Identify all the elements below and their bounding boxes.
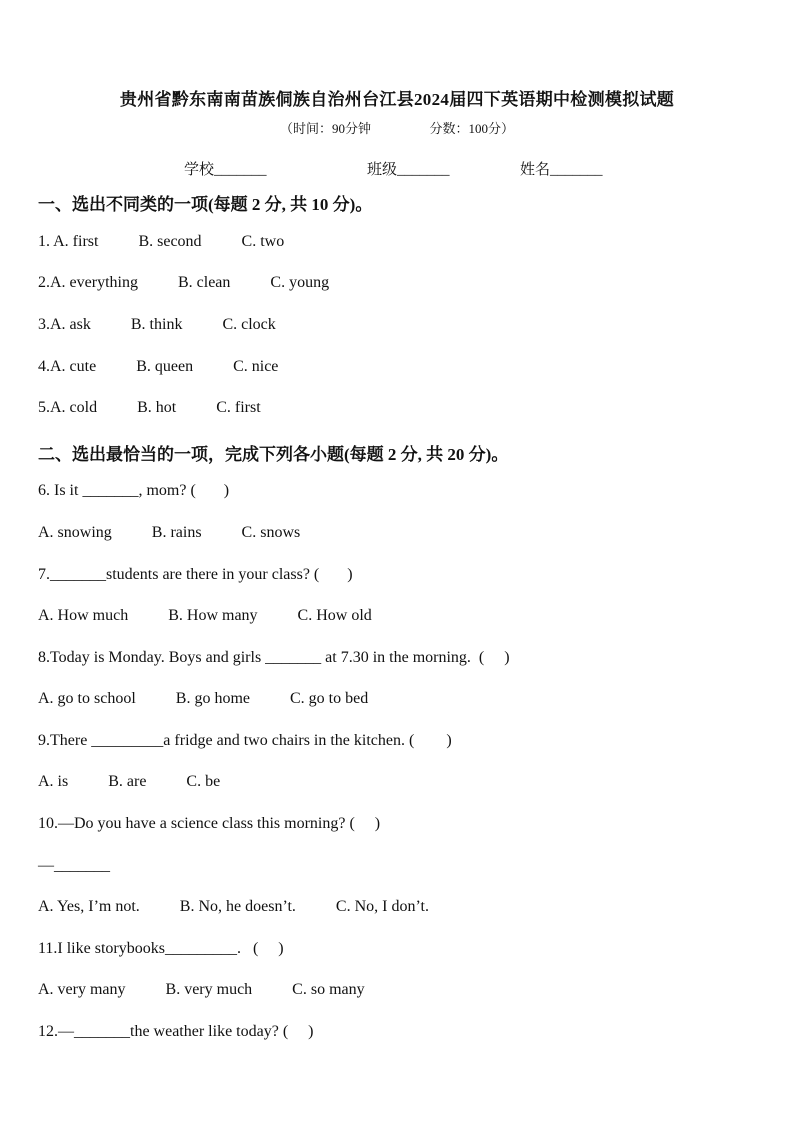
question-10-options: A. Yes, I’m not. B. No, he doesn’t. C. No, I don’t.: [38, 898, 429, 915]
question-4: 4.A. cute B. queen C. nice: [38, 358, 279, 375]
question-10: 10.—Do you have a science class this morning? ( ): [38, 815, 381, 832]
question-7-options: A. How much B. How many C. How old: [38, 607, 372, 624]
school-field: 学校_______: [184, 162, 267, 178]
question-11: 11.I like storybooks_________. ( ): [38, 940, 284, 957]
question-6-options: A. snowing B. rains C. snows: [38, 524, 301, 541]
question-11-options: A. very many B. very much C. so many: [38, 981, 365, 998]
section-heading-2: 二、选出最恰当的一项，完成下列各小题(每题 2 分, 共 20 分)。: [38, 445, 509, 464]
question-9-options: A. is B. are C. be: [38, 773, 221, 790]
question-2: 2.A. everything B. clean C. young: [38, 274, 330, 291]
name-field: 姓名_______: [520, 162, 603, 178]
section-heading-1: 一、选出不同类的一项(每题 2 分, 共 10 分)。: [38, 195, 373, 214]
question-5: 5.A. cold B. hot C. first: [38, 399, 261, 416]
question-7: 7._______students are there in your class? ( ): [38, 566, 353, 583]
question-10-answer-blank: —_______: [38, 857, 110, 874]
question-12: 12.—_______the weather like today? ( ): [38, 1023, 314, 1040]
question-3: 3.A. ask B. think C. clock: [38, 316, 276, 333]
question-9: 9.There _________a fridge and two chairs in the kitchen. ( ): [38, 732, 452, 749]
exam-time-and-score: （时间：90分钟 分数：100分）: [279, 121, 514, 136]
class-field: 班级_______: [367, 162, 450, 178]
page-title: 贵州省黔东南南苗族侗族自治州台江县2024届四下英语期中检测模拟试题: [119, 90, 675, 109]
question-1: 1. A. first B. second C. two: [38, 233, 285, 250]
question-8: 8.Today is Monday. Boys and girls _______ at 7.30 in the morning. ( ): [38, 649, 510, 666]
student-info-row: [0, 158, 794, 180]
question-6: 6. Is it _______, mom? ( ): [38, 482, 230, 499]
question-8-options: A. go to school B. go home C. go to bed: [38, 690, 369, 707]
